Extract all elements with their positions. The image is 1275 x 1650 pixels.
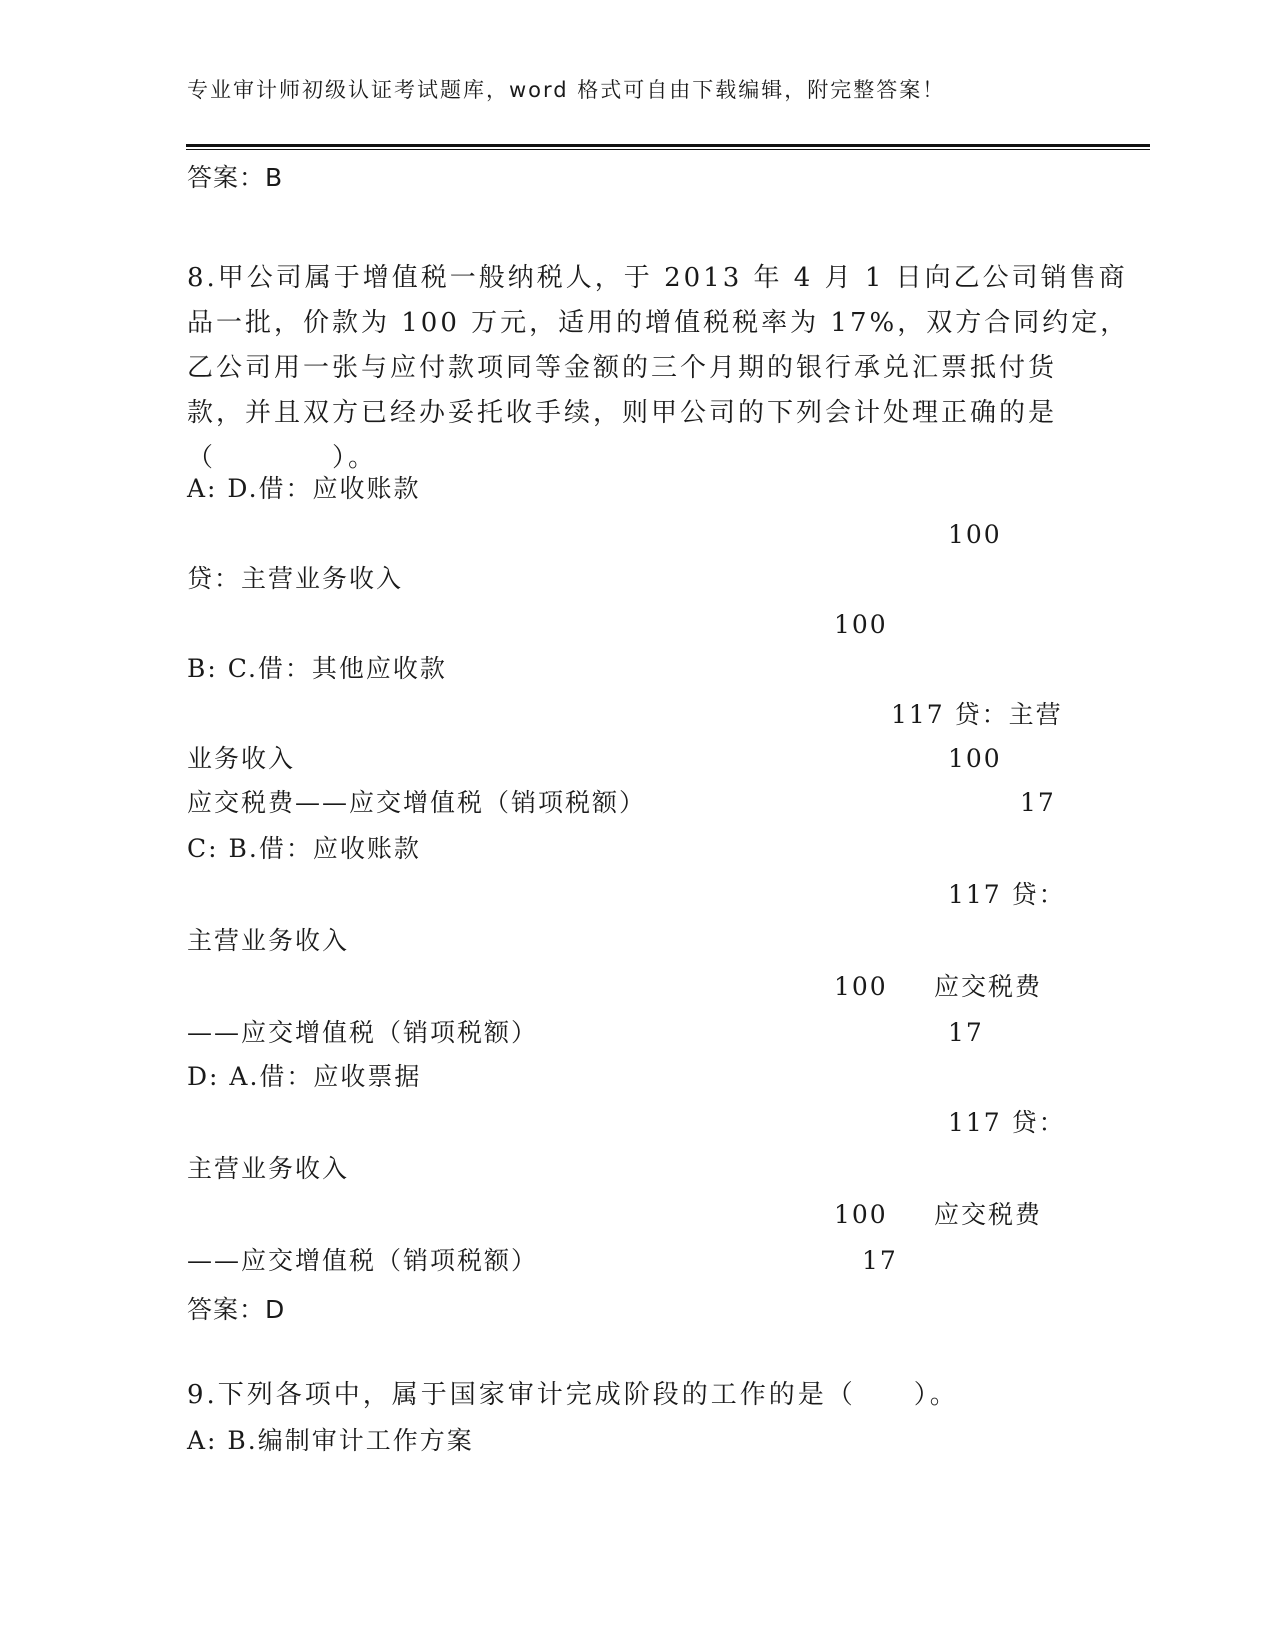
option-c-tax-amount: 17 bbox=[948, 1018, 984, 1047]
option-d-credit-amount: 100 bbox=[834, 1200, 888, 1229]
option-d-credit-account: 主营业务收入 bbox=[187, 1154, 350, 1183]
option-c-debit-amount: 117 贷： bbox=[948, 880, 1066, 909]
option-a-label: A: D.借：应收账款 bbox=[187, 474, 421, 503]
question-9-option-a: A: B.编制审计工作方案 bbox=[187, 1426, 474, 1455]
question-8-line: 品一批，价款为 100 万元，适用的增值税税率为 17%，双方合同约定， bbox=[187, 308, 1130, 338]
question-9-stem: 9.下列各项中，属于国家审计完成阶段的工作的是（ ）。 bbox=[187, 1380, 959, 1410]
option-c-tax-account-tail: ——应交增值税（销项税额） bbox=[187, 1018, 539, 1047]
question-8-line: 8.甲公司属于增值税一般纳税人，于 2013 年 4 月 1 日向乙公司销售商 bbox=[187, 263, 1128, 293]
question-8-line: （ ）。 bbox=[187, 443, 378, 473]
option-a-debit-amount: 100 bbox=[948, 520, 1002, 549]
option-b-label: B: C.借：其他应收款 bbox=[187, 654, 447, 683]
question-8-line: 乙公司用一张与应付款项同等金额的三个月期的银行承兑汇票抵付货 bbox=[187, 353, 1058, 383]
prev-answer: 答案：B bbox=[187, 163, 284, 192]
option-a-credit-account: 贷：主营业务收入 bbox=[187, 564, 404, 593]
option-d-label: D: A.借：应收票据 bbox=[187, 1062, 422, 1091]
header-rule-thin bbox=[186, 149, 1150, 150]
option-d-tax-amount: 17 bbox=[862, 1246, 898, 1275]
option-b-credit-account: 业务收入 bbox=[187, 744, 296, 773]
option-b-tax-account: 应交税费——应交增值税（销项税额） bbox=[187, 788, 647, 817]
option-d-tax-account-tail: ——应交增值税（销项税额） bbox=[187, 1246, 539, 1275]
question-8-stem bbox=[187, 256, 1130, 481]
option-b-tax-amount: 17 bbox=[1020, 788, 1056, 817]
option-c-credit-amount: 100 bbox=[834, 972, 888, 1001]
option-a-credit-amount: 100 bbox=[834, 610, 888, 639]
option-b-debit-amount: 117 贷：主营 bbox=[891, 700, 1063, 729]
option-c-tax-account-head: 应交税费 bbox=[934, 972, 1043, 1001]
option-d-tax-account-head: 应交税费 bbox=[934, 1200, 1043, 1229]
page-header: 专业审计师初级认证考试题库，word 格式可自由下载编辑，附完整答案！ bbox=[187, 78, 946, 102]
header-rule bbox=[186, 144, 1150, 147]
question-8-line: 款，并且双方已经办妥托收手续，则甲公司的下列会计处理正确的是 bbox=[187, 398, 1058, 428]
option-c-label: C: B.借：应收账款 bbox=[187, 834, 421, 863]
option-b-credit-amount: 100 bbox=[948, 744, 1002, 773]
option-c-credit-account: 主营业务收入 bbox=[187, 926, 350, 955]
question-8-answer: 答案：D bbox=[187, 1295, 286, 1324]
option-d-debit-amount: 117 贷： bbox=[948, 1108, 1066, 1137]
